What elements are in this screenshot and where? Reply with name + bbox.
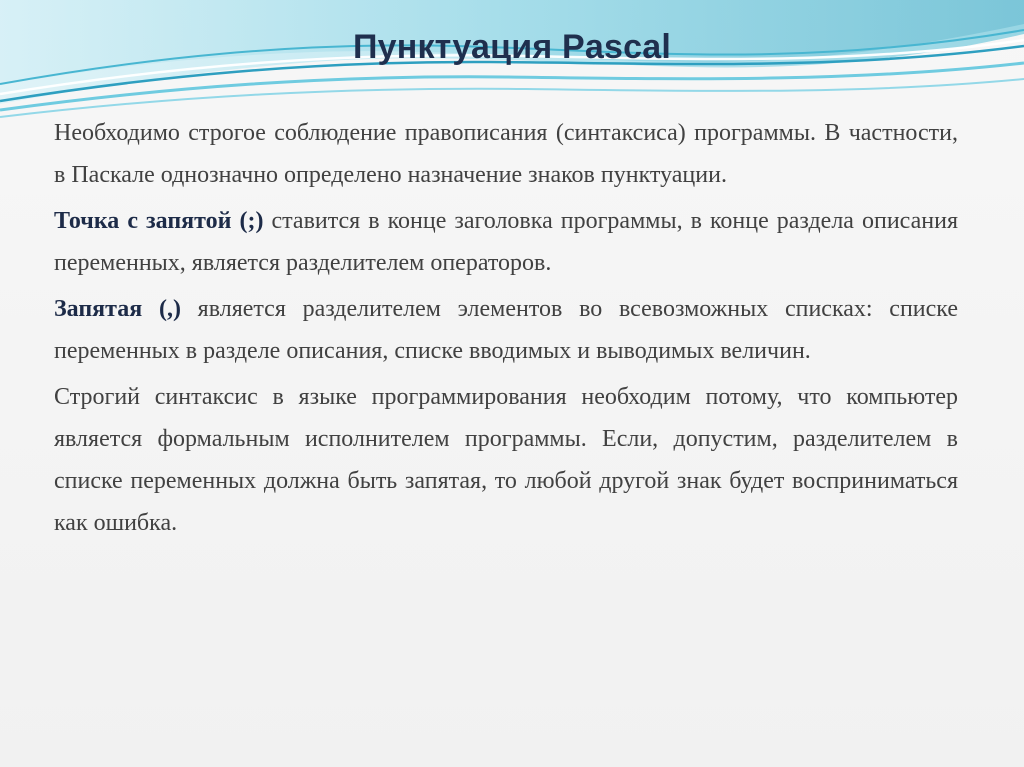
- comma-description: является разделителем элементов во всевозможных списках: списке переменных в разделе описания, списке вводимых и выводимых величин.: [54, 296, 958, 364]
- paragraph-strict-syntax: [54, 376, 958, 544]
- semicolon-heading: Точка с запятой (;): [54, 208, 264, 234]
- comma-heading: Запятая (,): [54, 296, 181, 322]
- page-title: Пунктуация Pascal: [352, 28, 672, 66]
- paragraph-intro-text: Необходимо строгое соблюдение правописания (синтаксиса) программы. В частности, в Паскале однозначно определено назначение знаков пунктуации.: [54, 120, 958, 188]
- paragraph-comma: [54, 288, 958, 372]
- paragraph-semicolon: [54, 200, 958, 284]
- semicolon-description: ставится в конце заголовка программы, в конце раздела описания переменных, является разделителем операторов.: [54, 208, 958, 276]
- strict-syntax-text: Строгий синтаксис в языке программирования необходим потому, что компьютер является формальным исполнителем программы. Если, допустим, разделителем в списке переменных должна быть запятая, то любой другой знак будет восприниматься как ошибка.: [54, 384, 958, 536]
- paragraph-intro: [54, 112, 958, 196]
- content-body: [54, 112, 958, 544]
